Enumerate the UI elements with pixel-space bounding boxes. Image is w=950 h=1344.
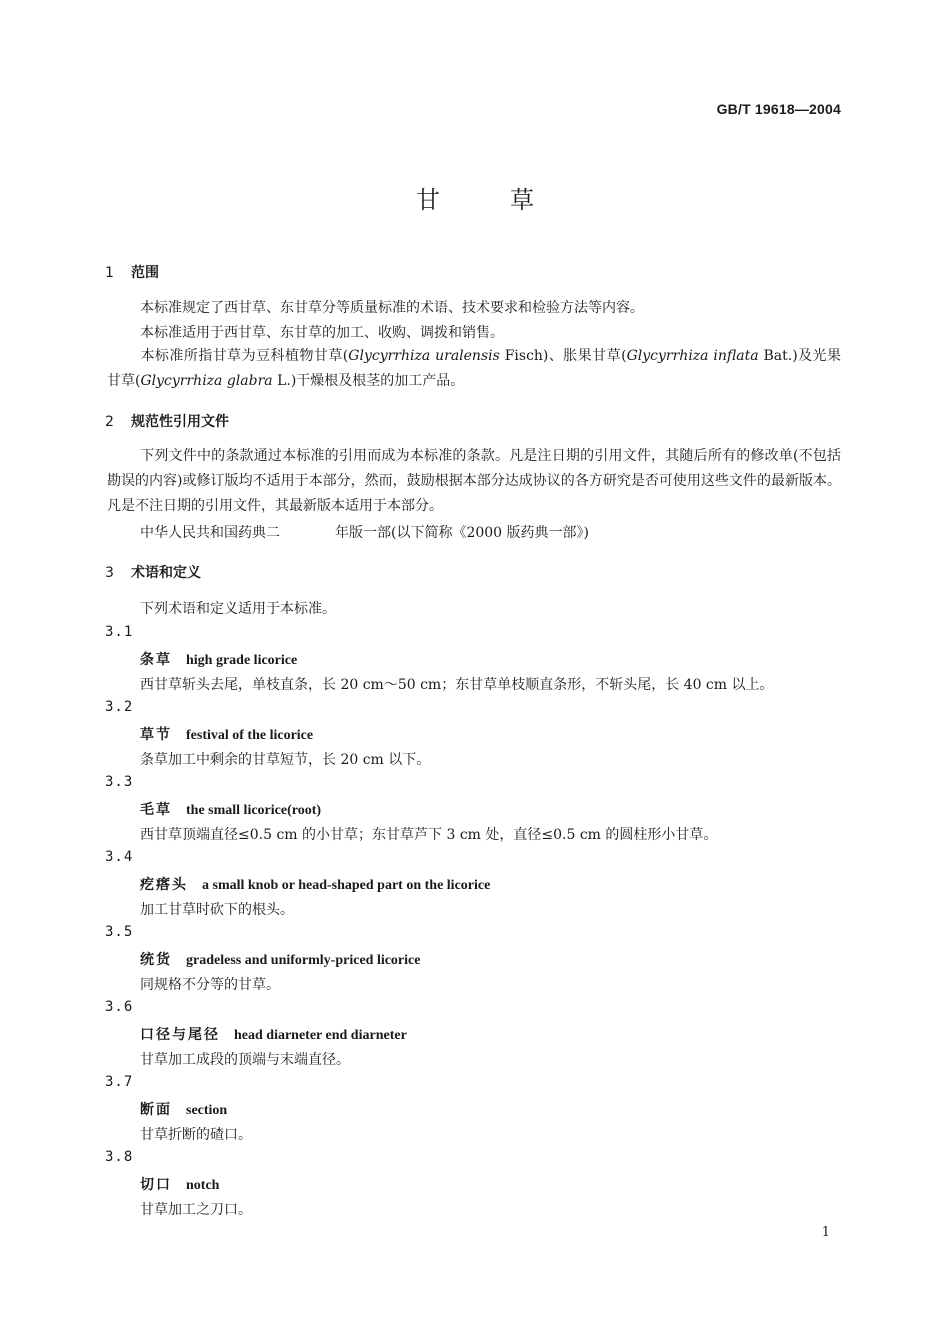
term-en: head diarneter end diarneter [234,1028,407,1043]
term-heading [140,724,313,744]
term-zh: 口径与尾径 [140,1027,220,1043]
term-definition: 条草加工中剩余的甘草短节，长 20 cm 以下。 [140,752,431,768]
section-heading-2 [105,411,229,431]
term-en: festival of the licorice [186,728,314,743]
clause-number: 3.3 [105,774,134,790]
term-heading [140,1024,407,1044]
section-number: 1 [105,265,114,281]
term-zh: 疙瘩头 [140,877,188,893]
scope-paragraph-3 [107,344,841,394]
clause-number: 3.1 [105,624,134,640]
term-zh: 切口 [140,1177,172,1193]
term-zh: 统货 [140,952,172,968]
term-en: gradeless and uniformly-priced licorice [186,953,421,968]
species-name: Glycyrrhiza inflata [626,348,759,364]
term-heading [140,874,490,894]
term-en: high grade licorice [186,653,298,668]
clause-number: 3.4 [105,849,134,865]
terms-intro: 下列术语和定义适用于本标准。 [140,601,336,617]
page-title: 甘草 [416,186,604,214]
scope-p3-text-d: L.)干燥根及根茎的加工产品。 [272,373,465,389]
species-name: Glycyrrhiza glabra [140,373,273,389]
term-en: notch [186,1178,220,1193]
term-heading [140,1174,219,1194]
page-number: 1 [821,1225,830,1240]
term-definition: 同规格不分等的甘草。 [140,977,280,993]
references-text: 下列文件中的条款通过本标准的引用而成为本标准的条款。凡是注日期的引用文件，其随后所有的修改单(不包括勘误的内容)或修订版均不适用于本部分，然而，鼓励根据本部分达成协议的各方研究是否可使用这些文件的最新版本。凡是不注日期的引用文件，其最新版本适用于本部分。 [107,448,841,514]
clause-number: 3.6 [105,999,134,1015]
term-definition: 加工甘草时砍下的根头。 [140,902,294,918]
references-paragraph-1 [107,444,841,519]
term-heading [140,949,420,969]
term-en: a small knob or head-shaped part on the licorice [202,878,491,893]
pharmacopoeia-text-b: 年版一部(以下简称《2000 版药典一部》) [335,525,590,541]
term-heading [140,799,321,819]
term-heading [140,1099,227,1119]
section-heading-3 [105,562,201,582]
section-title: 范围 [131,265,159,281]
clause-number: 3.7 [105,1074,134,1090]
section-title: 术语和定义 [131,565,201,581]
clause-number: 3.2 [105,699,134,715]
clause-number: 3.8 [105,1149,134,1165]
term-zh: 草节 [140,727,172,743]
scope-p3-text-a: 本标准所指甘草为豆科植物甘草( [140,348,349,364]
term-heading [140,649,297,669]
term-zh: 条草 [140,652,172,668]
pharmacopoeia-text-a: 中华人民共和国药典二 [140,525,280,541]
standard-code: GB/T 19618—2004 [716,101,841,117]
references-paragraph-2 [140,522,589,542]
section-title: 规范性引用文件 [131,414,229,430]
clause-number: 3.5 [105,924,134,940]
term-definition: 西甘草顶端直径≤0.5 cm 的小甘草；东甘草芦下 3 cm 处，直径≤0.5 cm 的圆柱形小甘草。 [140,827,718,843]
term-definition: 西甘草斩头去尾，单枝直条，长 20 cm～50 cm；东甘草单枝顺直条形，不斩头尾，长 40 cm 以上。 [140,677,774,693]
term-en: section [186,1103,228,1118]
section-number: 3 [105,565,114,581]
scope-p3-text-c: Bat.)及光果甘草( [107,348,842,389]
term-en: the small licorice(root) [186,803,322,818]
scope-paragraph-1: 本标准规定了西甘草、东甘草分等质量标准的术语、技术要求和检验方法等内容。 [140,300,644,316]
term-definition: 甘草加工成段的顶端与末端直径。 [140,1052,350,1068]
scope-p3-text-b: Fisch)、胀果甘草( [499,348,627,364]
term-definition: 甘草加工之刀口。 [140,1202,252,1218]
term-definition: 甘草折断的碴口。 [140,1127,252,1143]
term-zh: 断面 [140,1102,172,1118]
species-name: Glycyrrhiza uralensis [348,348,500,364]
term-zh: 毛草 [140,802,172,818]
scope-paragraph-2: 本标准适用于西甘草、东甘草的加工、收购、调拨和销售。 [140,325,504,341]
section-number: 2 [105,414,114,430]
section-heading-1 [105,262,159,282]
